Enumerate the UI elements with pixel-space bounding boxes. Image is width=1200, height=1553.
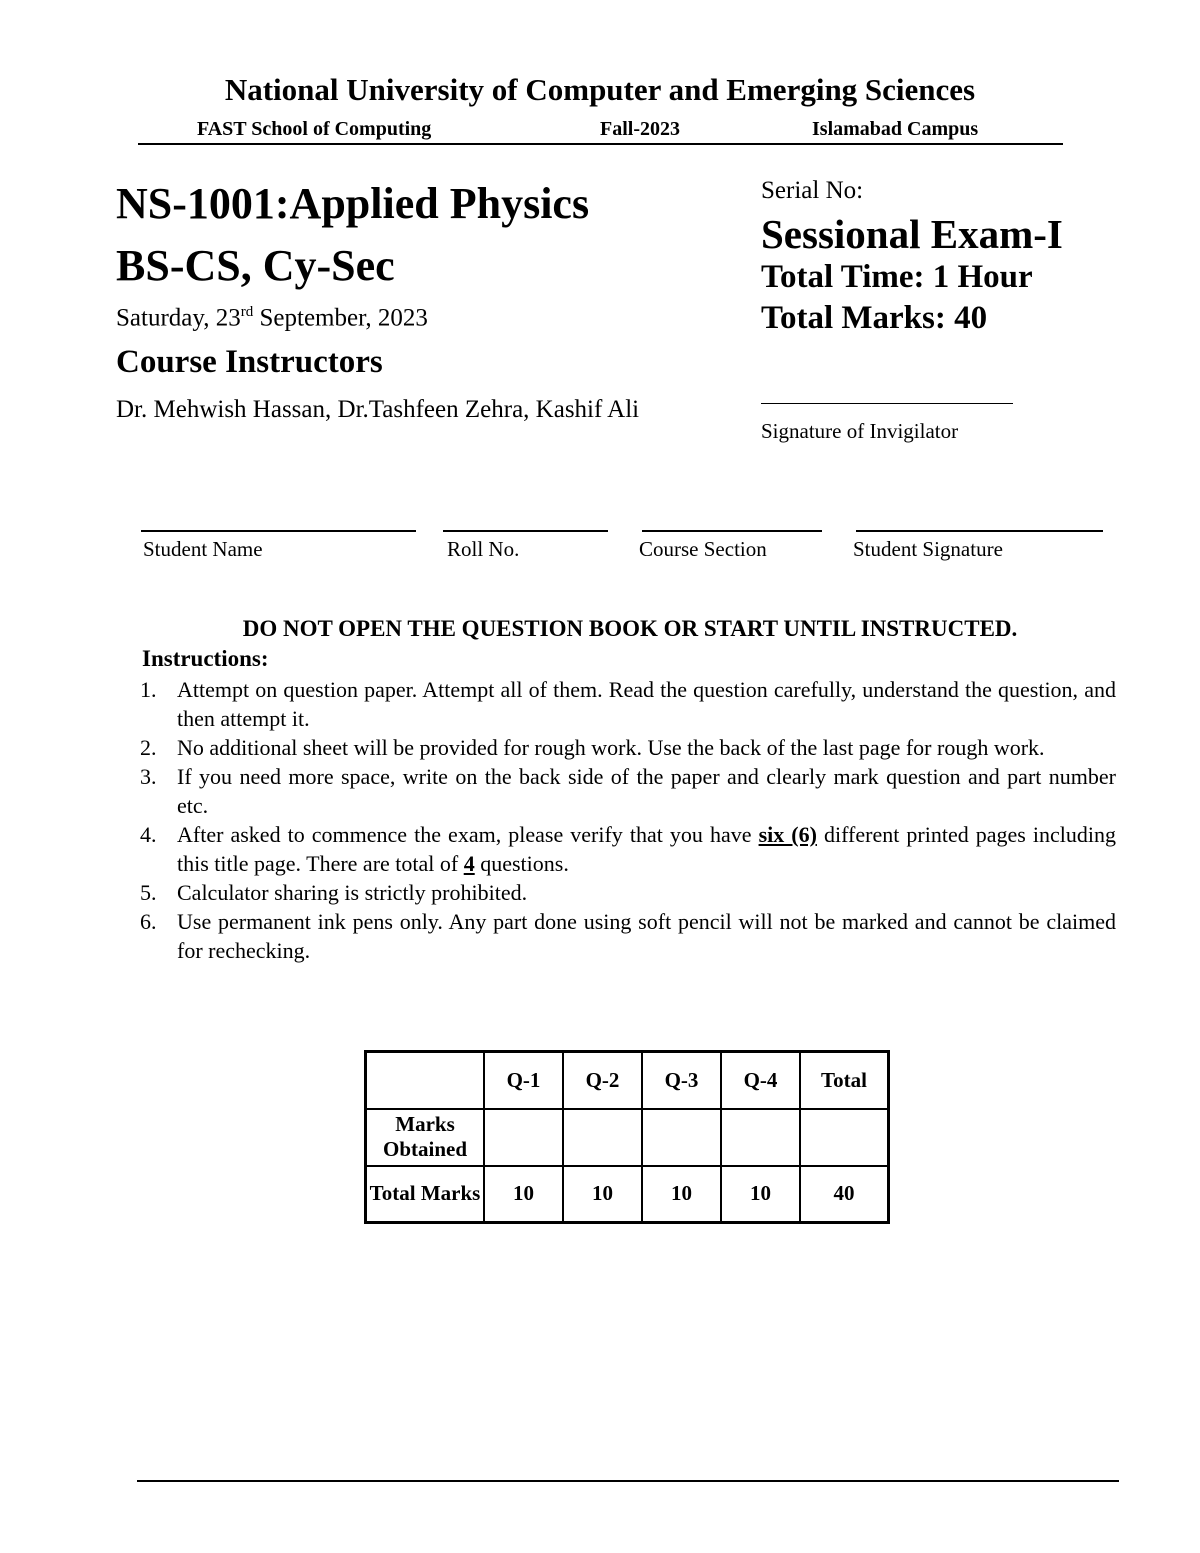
total-marks-row xyxy=(366,1166,889,1223)
instruction-item: 2. No additional sheet will be provided for rough work. Use the back of the last page for rough work. xyxy=(140,735,1045,760)
roll-no-label: Roll No. xyxy=(447,537,520,561)
university-name: National University of Computer and Emerging Sciences xyxy=(224,72,976,107)
row-label: Total Marks xyxy=(366,1166,485,1223)
marks-input-cell[interactable] xyxy=(721,1109,800,1166)
table-header-cell: Q-4 xyxy=(721,1052,800,1109)
student-name-line[interactable] xyxy=(141,530,416,532)
instruction-item: 6. Use permanent ink pens only. Any part done using soft pencil will not be marked and cannot be claimed for rechecking. xyxy=(140,909,1116,963)
table-header-cell: Q-2 xyxy=(563,1052,642,1109)
table-header-cell xyxy=(366,1052,485,1109)
table-header-cell: Q-1 xyxy=(484,1052,563,1109)
instruction-item: 5. Calculator sharing is strictly prohibited. xyxy=(140,880,528,905)
program: BS-CS, Cy-Sec xyxy=(116,241,395,290)
table-cell: 10 xyxy=(484,1166,563,1223)
exam-title: Sessional Exam-I xyxy=(761,211,1063,257)
marks-input-cell[interactable] xyxy=(800,1109,889,1166)
student-name-label: Student Name xyxy=(143,537,263,561)
instruction-item: 3. If you need more space, write on the back side of the paper and clearly mark question and part number etc. xyxy=(140,764,1116,818)
marks-input-cell[interactable] xyxy=(484,1109,563,1166)
marks-input-cell[interactable] xyxy=(642,1109,721,1166)
invigilator-signature-label: Signature of Invigilator xyxy=(761,419,959,443)
term: Fall-2023 xyxy=(600,118,680,140)
total-time: Total Time: 1 Hour xyxy=(761,259,1033,295)
instructors-list: Dr. Mehwish Hassan, Dr.Tashfeen Zehra, Kashif Ali xyxy=(116,396,640,423)
table-header-cell: Q-3 xyxy=(642,1052,721,1109)
marks-input-cell[interactable] xyxy=(563,1109,642,1166)
student-signature-line[interactable] xyxy=(856,530,1103,532)
course-section-label: Course Section xyxy=(639,537,767,561)
footer-divider xyxy=(137,1480,1119,1482)
course-title: NS-1001:Applied Physics xyxy=(116,179,590,228)
student-signature-label: Student Signature xyxy=(853,537,1003,561)
table-header-row xyxy=(366,1052,889,1109)
row-label: Marks Obtained xyxy=(366,1109,485,1166)
marks-table xyxy=(364,1050,890,1224)
invigilator-signature-line[interactable] xyxy=(761,403,1013,404)
marks-obtained-row xyxy=(366,1109,889,1166)
total-marks: Total Marks: 40 xyxy=(761,300,988,336)
course-section-line[interactable] xyxy=(642,530,822,532)
school-name: FAST School of Computing xyxy=(197,118,432,140)
table-cell: 10 xyxy=(563,1166,642,1223)
table-cell: 10 xyxy=(642,1166,721,1223)
campus: Islamabad Campus xyxy=(812,118,979,140)
table-cell: 10 xyxy=(721,1166,800,1223)
instruction-item: 4. After asked to commence the exam, please verify that you have six (6) different printed pages including this title page. There are total of 4 questions. xyxy=(140,822,1117,876)
warning-notice: DO NOT OPEN THE QUESTION BOOK OR START UNTIL INSTRUCTED. xyxy=(242,616,1018,641)
exam-date: Saturday, 23rd September, 2023 xyxy=(116,304,428,332)
table-header-cell: Total xyxy=(800,1052,889,1109)
roll-no-line[interactable] xyxy=(443,530,608,532)
header-divider xyxy=(138,143,1063,145)
instructions-list xyxy=(140,675,1116,965)
serial-label: Serial No: xyxy=(761,177,864,204)
instructions-heading: Instructions: xyxy=(142,646,269,671)
table-cell: 40 xyxy=(800,1166,889,1223)
instructors-heading: Course Instructors xyxy=(116,344,383,380)
instruction-item: 1. Attempt on question paper. Attempt all of them. Read the question carefully, understand the question, and then attempt it. xyxy=(140,677,1116,731)
